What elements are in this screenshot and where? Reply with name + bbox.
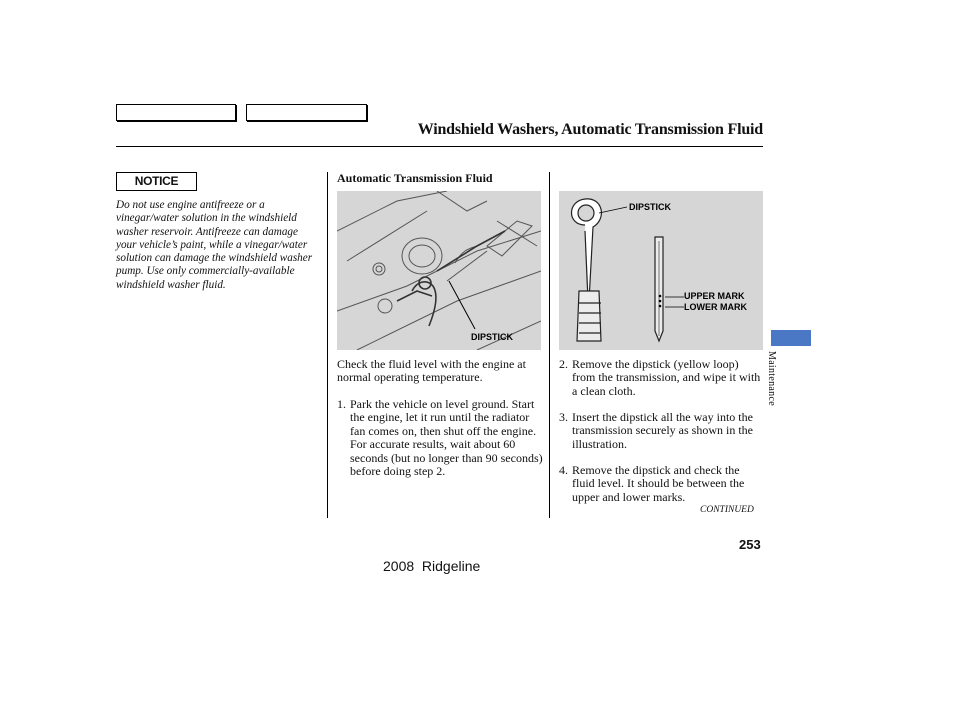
column-divider-left bbox=[327, 172, 328, 518]
notice-text: Do not use engine antifreeze or a vinegar/water solution in the windshield washer reservoir. Antifreeze can damage your vehicle’s paint, while a vinegar/water solution can damage the windshield washer pump. Use only commercially-available windshield washer fluid. bbox=[116, 199, 313, 291]
intro-paragraph: Check the fluid level with the engine at normal operating temperature. bbox=[337, 357, 526, 385]
header-nav-box-left bbox=[116, 104, 236, 121]
header-nav-box-right bbox=[246, 104, 367, 121]
step-1 bbox=[337, 398, 543, 478]
engine-photo bbox=[337, 191, 541, 350]
step-4-text: Remove the dipstick and check the fluid level. It should be between the upper and lower marks. bbox=[572, 463, 745, 504]
engine-photo-drawing bbox=[337, 191, 541, 350]
step-1-number: 1. bbox=[337, 397, 346, 411]
dipstick-diagram-drawing bbox=[559, 191, 763, 350]
lower-mark-label: LOWER MARK bbox=[684, 302, 747, 312]
dipstick-diagram bbox=[559, 191, 763, 350]
page-title: Windshield Washers, Automatic Transmission Fluid bbox=[417, 121, 763, 138]
section-tab bbox=[771, 330, 811, 346]
notice-label: NOTICE bbox=[116, 172, 197, 191]
footer-model: 2008 Ridgeline bbox=[383, 558, 481, 574]
step-2 bbox=[559, 358, 763, 398]
column-divider-right bbox=[549, 172, 550, 518]
upper-mark-label: UPPER MARK bbox=[684, 291, 745, 301]
section-heading: Automatic Transmission Fluid bbox=[337, 171, 493, 185]
page-number: 253 bbox=[739, 537, 761, 552]
step-4 bbox=[559, 464, 749, 504]
step-2-text: Remove the dipstick (yellow loop) from the transmission, and wipe it with a clean cloth. bbox=[572, 357, 761, 398]
step-4-number: 4. bbox=[559, 463, 568, 477]
step-2-number: 2. bbox=[559, 357, 568, 371]
header-rule bbox=[116, 146, 763, 147]
step-1-text: Park the vehicle on level ground. Start the engine, let it run until the radiator fan comes on, then shut off the engine. For accurate results, wait about 60 seconds (but no longer than 90 seconds) before doing step 2. bbox=[350, 397, 543, 479]
step-3-number: 3. bbox=[559, 410, 568, 424]
diagram-dipstick-label: DIPSTICK bbox=[629, 202, 672, 212]
photo-dipstick-label: DIPSTICK bbox=[471, 332, 514, 342]
continued-label: CONTINUED bbox=[700, 505, 754, 515]
step-3 bbox=[559, 411, 763, 451]
side-section-label: Maintenance bbox=[766, 351, 777, 406]
step-3-text: Insert the dipstick all the way into the transmission securely as shown in the illustration. bbox=[572, 410, 753, 451]
